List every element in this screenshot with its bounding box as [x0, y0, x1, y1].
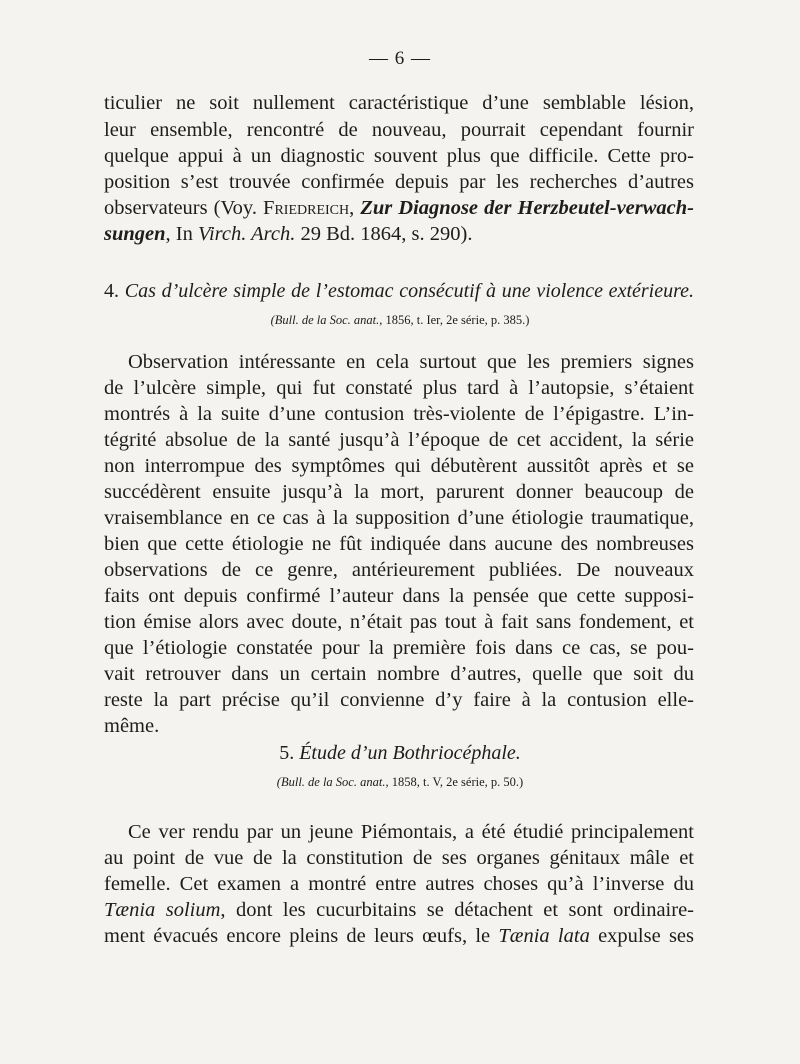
- text-line: succédèrent ensuite jusqu’à la mort, parurent donner beaucoup de: [104, 481, 694, 503]
- section-5-reference: [0, 773, 800, 791]
- species-name: Tænia solium: [104, 899, 221, 921]
- text-fragment: ,: [349, 197, 361, 219]
- page-number: — 6 —: [369, 48, 431, 69]
- text-fragment: expulse ses: [589, 925, 694, 947]
- text-line: Ce ver rendu par un jeune Piémontais, a été étudié principalement: [128, 821, 694, 843]
- text-line: faits ont depuis confirmé l’auteur dans la pensée que cette supposi-: [104, 585, 694, 607]
- text-line: reste la part précise qu’il convienne d’y faire à la contusion elle-: [104, 689, 694, 711]
- reference-details: , 1856, t. Ier, 2e série, p. 385.): [379, 313, 530, 327]
- reference-journal: (Bull. de la Soc. anat.: [276, 775, 386, 789]
- text-line: [104, 923, 694, 949]
- cited-title-cont: sungen: [104, 223, 166, 245]
- text-line: non interrompue des symptômes qui débutèrent aussitôt après et se: [104, 455, 694, 477]
- section-title: Étude d’un Bothriocéphale.: [299, 742, 521, 764]
- text-line: leur ensemble, rencontré de nouveau, pourrait cependant fournir: [104, 119, 694, 141]
- section-title: Cas d’ulcère simple de l’estomac consécutif à une violence extérieure.: [124, 280, 695, 302]
- text-line: de l’ulcère simple, qui fut constaté plus tard à l’autopsie, s’étaient: [104, 377, 694, 399]
- section-5-heading: [0, 740, 800, 766]
- cited-title: Zur Diagnose der Herzbeutel-verwach-: [360, 197, 695, 219]
- text-line: au point de vue de la constitution de ses organes génitaux mâle et: [104, 847, 694, 869]
- text-fragment: observateurs (Voy.: [104, 197, 264, 219]
- text-line: femelle. Cet examen a montré entre autres choses qu’à l’inverse du: [104, 873, 694, 895]
- text-line: Observation intéressante en cela surtout que les premiers signes: [128, 351, 694, 373]
- section-4-reference: [0, 311, 800, 329]
- text-line: montrés à la suite d’une contusion très-violente de l’épigastre. L’in-: [104, 403, 694, 425]
- text-line: tégrité absolue de la santé jusqu’à l’époque de cet accident, la série: [104, 429, 694, 451]
- reference-details: , 1858, t. V, 2e série, p. 50.): [385, 775, 524, 789]
- section-4-heading: [104, 278, 694, 304]
- text-line: quelque appui à un diagnostic souvent plus que difficile. Cette pro-: [104, 145, 694, 167]
- text-line: [104, 195, 694, 221]
- text-line: que l’étiologie constatée pour la première fois dans ce cas, se pou-: [104, 637, 694, 659]
- section-number: 5.: [279, 742, 295, 764]
- text-fragment: , dont les cucurbitains se détachent et sont ordinaire-: [220, 899, 694, 921]
- author-name: Friedreich: [263, 197, 350, 219]
- text-line: ticulier ne soit nullement caractéristique d’une semblable lésion,: [104, 92, 694, 114]
- text-fragment: 29 Bd. 1864, s. 290).: [295, 223, 473, 245]
- text-line: vraisemblance en ce cas à la supposition d’une étiologie traumatique,: [104, 507, 694, 529]
- journal-name: Virch. Arch.: [197, 223, 296, 245]
- text-line: tion émise alors avec doute, n’était pas tout à fait sans fondement, et: [104, 611, 694, 633]
- text-fragment: , In: [165, 223, 198, 245]
- text-line: [104, 221, 694, 247]
- text-line: même.: [104, 715, 160, 737]
- text-line: bien que cette étiologie ne fût indiquée dans aucune des nombreuses: [104, 533, 694, 555]
- section-number: 4.: [104, 280, 119, 302]
- text-line: observations de ce genre, antérieurement publiées. De nouveaux: [104, 559, 694, 581]
- reference-journal: (Bull. de la Soc. anat.: [270, 313, 380, 327]
- species-name: Tænia lata: [498, 925, 590, 947]
- text-line: [104, 897, 694, 923]
- text-fragment: ment évacués encore pleins de leurs œufs, le: [104, 925, 499, 947]
- text-line: position s’est trouvée confirmée depuis par les recherches d’autres: [104, 171, 694, 193]
- text-line: vait retrouver dans un certain nombre d’autres, quelle que soit du: [104, 663, 694, 685]
